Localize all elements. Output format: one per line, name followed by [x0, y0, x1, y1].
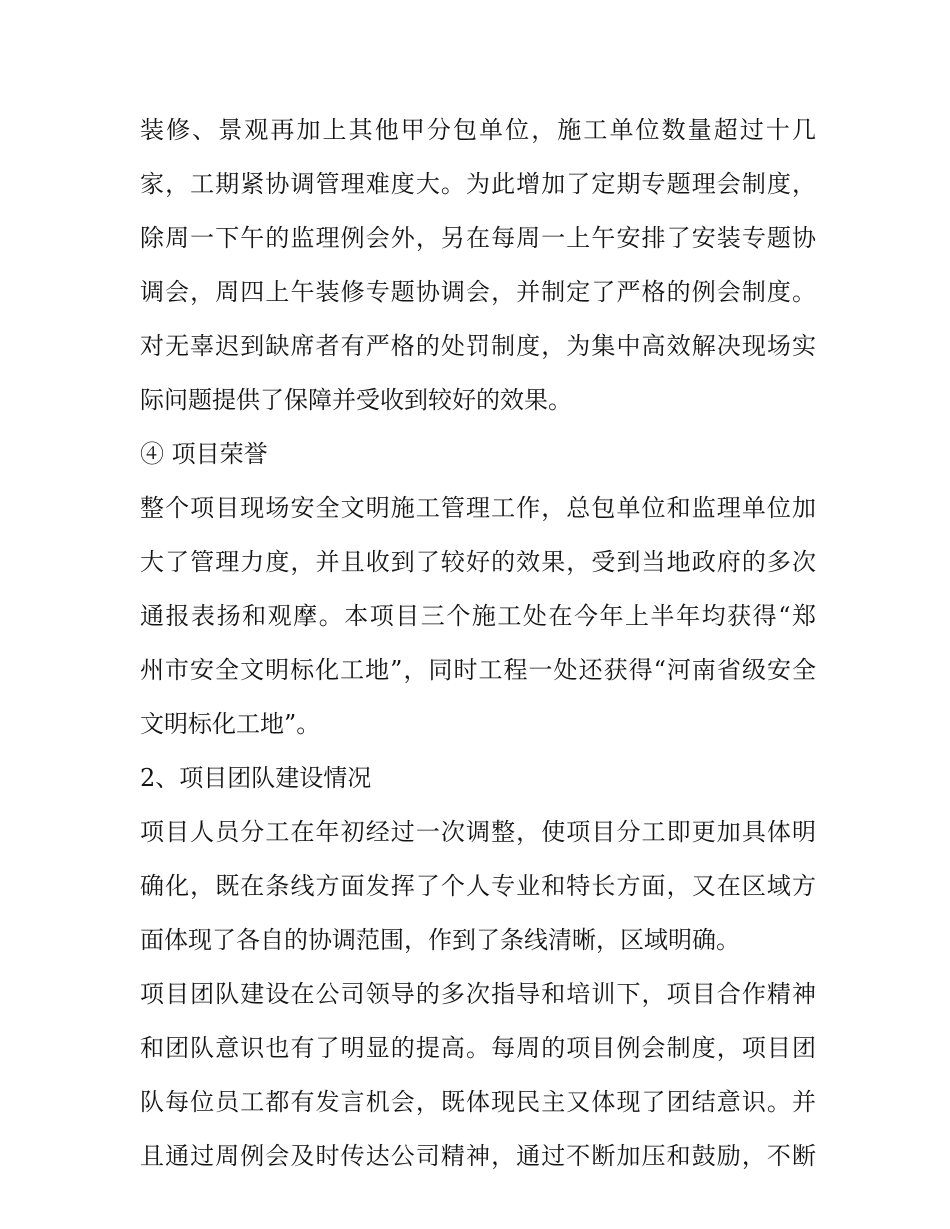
paragraph-staff-division	[140, 805, 816, 967]
section-heading-project-honors	[140, 427, 816, 481]
paragraph-team-spirit	[140, 967, 816, 1183]
text-line: 州市安全文明标化工地”，同时工程一处还获得“河南省级安全	[140, 656, 816, 684]
text-line: 确化，既在条线方面发挥了个人专业和特长方面，又在区域方	[140, 872, 816, 900]
text-line: 家，工期紧协调管理难度大。为此增加了定期专题理会制度，	[140, 170, 816, 198]
paragraph-safety-management	[140, 481, 816, 751]
text-line: 整个项目现场安全文明施工管理工作，总包单位和监理单位加	[140, 494, 816, 522]
text-line: 通报表扬和观摩。本项目三个施工处在今年上半年均获得“郑	[140, 602, 816, 630]
paragraph-meeting-system	[140, 103, 816, 427]
heading-text: 2、项目团队建设情况	[140, 764, 372, 792]
text-line: 和团队意识也有了明显的提高。每周的项目例会制度，项目团	[140, 1034, 816, 1062]
text-line: 文明标化工地”。	[140, 710, 321, 738]
text-line: 除周一下午的监理例会外，另在每周一上午安排了安装专题协	[140, 224, 816, 252]
text-line: 对无辜迟到缺席者有严格的处罚制度，为集中高效解决现场实	[140, 332, 816, 360]
text-line: 装修、景观再加上其他甲分包单位，施工单位数量超过十几	[140, 116, 816, 144]
document-page	[140, 103, 816, 1183]
text-line: 且通过周例会及时传达公司精神，通过不断加压和鼓励，不断	[140, 1142, 816, 1170]
text-line: 调会，周四上午装修专题协调会，并制定了严格的例会制度。	[140, 278, 816, 306]
text-line: 项目人员分工在年初经过一次调整，使项目分工即更加具体明	[140, 818, 816, 846]
text-line: 项目团队建设在公司领导的多次指导和培训下，项目合作精神	[140, 980, 816, 1008]
text-line: 队每位员工都有发言机会，既体现民主又体现了团结意识。并	[140, 1088, 816, 1116]
text-line: 际问题提供了保障并受收到较好的效果。	[140, 386, 572, 414]
section-heading-team-building	[140, 751, 816, 805]
heading-text: ④ 项目荣誉	[140, 440, 268, 468]
text-line: 面体现了各自的协调范围，作到了条线清晰，区域明确。	[140, 926, 740, 954]
text-line: 大了管理力度，并且收到了较好的效果，受到当地政府的多次	[140, 548, 816, 576]
